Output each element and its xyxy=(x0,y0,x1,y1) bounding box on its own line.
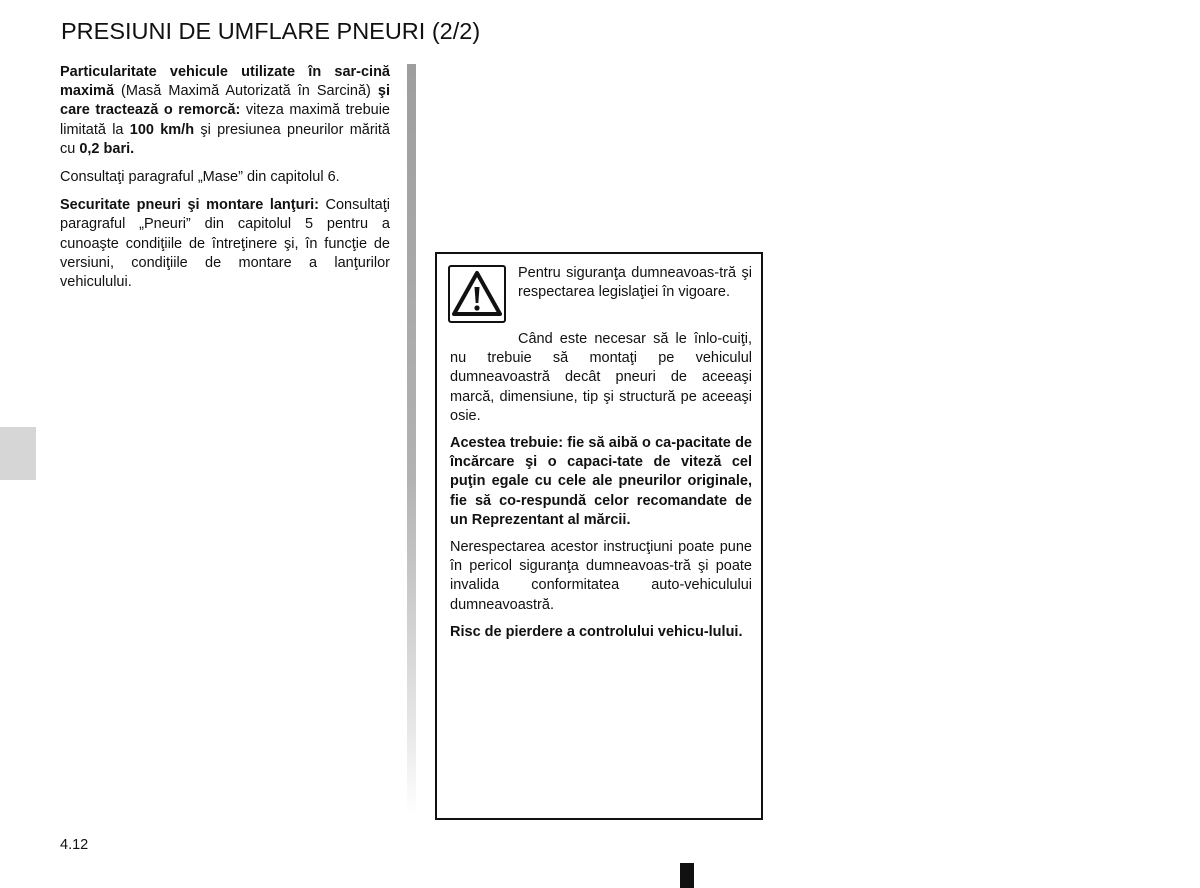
bold-pressure-increase: 0,2 bari. xyxy=(79,140,135,157)
text-segment: viteza maximă trebuie limitată la xyxy=(60,102,390,138)
page-title: PRESIUNI DE UMFLARE PNEURI (2/2) xyxy=(61,18,481,44)
vehicle-load-paragraph xyxy=(60,63,390,159)
print-crop-mark xyxy=(680,863,694,888)
bold-capacity-text: Acestea trebuie: fie să aibă o ca-pacitate de încărcare şi o capaci-tate de viteză cel puţin egale cu cele ale pneurilor originale, fie să co-respundă celor recomandate de un Reprezentant al mărcii. xyxy=(450,435,752,528)
column-gutter-bar xyxy=(407,64,416,814)
warning-intro xyxy=(518,264,752,310)
text-segment: şi presiunea pneurilor mărită cu xyxy=(60,121,390,157)
warning-box xyxy=(435,252,763,820)
chains-paragraph xyxy=(60,196,390,292)
mase-reference-paragraph: Consultaţi paragraful „Mase” din capitolul 6. xyxy=(60,169,340,186)
left-column xyxy=(60,63,390,301)
chapter-side-tab xyxy=(0,427,36,480)
page-number: 4.12 xyxy=(60,837,89,853)
warning-risk-paragraph xyxy=(450,623,752,642)
warning-triangle-icon xyxy=(448,265,506,323)
text-segment: (Masă Maximă Autorizată în Sarcină) xyxy=(114,83,378,100)
warning-noncompliance-paragraph: Nerespectarea acestor instrucţiuni poate pune în pericol siguranţa dumneavoas-tră şi poate invalida conformitatea auto-vehiculului dumneavoastră. xyxy=(450,539,752,613)
warning-replace-paragraph: Când este necesar să le înlo-cuiţi, nu trebuie să montaţi pe vehiculul dumneavoastră decât pneuri de aceeaşi marcă, dimensiune, tip şi structură pe aceeaşi osie. xyxy=(450,331,752,424)
bold-trailer-phrase: şi care tractează o remorcă: xyxy=(60,83,390,119)
text-segment: Consultaţi paragraful „Pneuri” din capitolul 5 pentru a cunoaşte condiţiile de întreţinere şi, în funcţie de versiuni, condiţiile de montare a lanţurilor vehiculului. xyxy=(60,197,390,291)
bold-risk-text: Risc de pierdere a controlului vehicu-lului. xyxy=(450,623,743,640)
warning-capacity-paragraph xyxy=(450,434,752,530)
bold-heading-max-load: Particularitate vehicule utilizate în sar-cină maximă xyxy=(60,64,390,100)
bold-speed-limit: 100 km/h xyxy=(129,121,195,138)
warning-body xyxy=(450,330,752,650)
warning-intro-text: Pentru siguranţa dumneavoas-tră şi respectarea legislaţiei în vigoare. xyxy=(518,265,752,301)
bold-heading-chains: Securitate pneuri şi montare lanţuri: xyxy=(60,197,319,214)
